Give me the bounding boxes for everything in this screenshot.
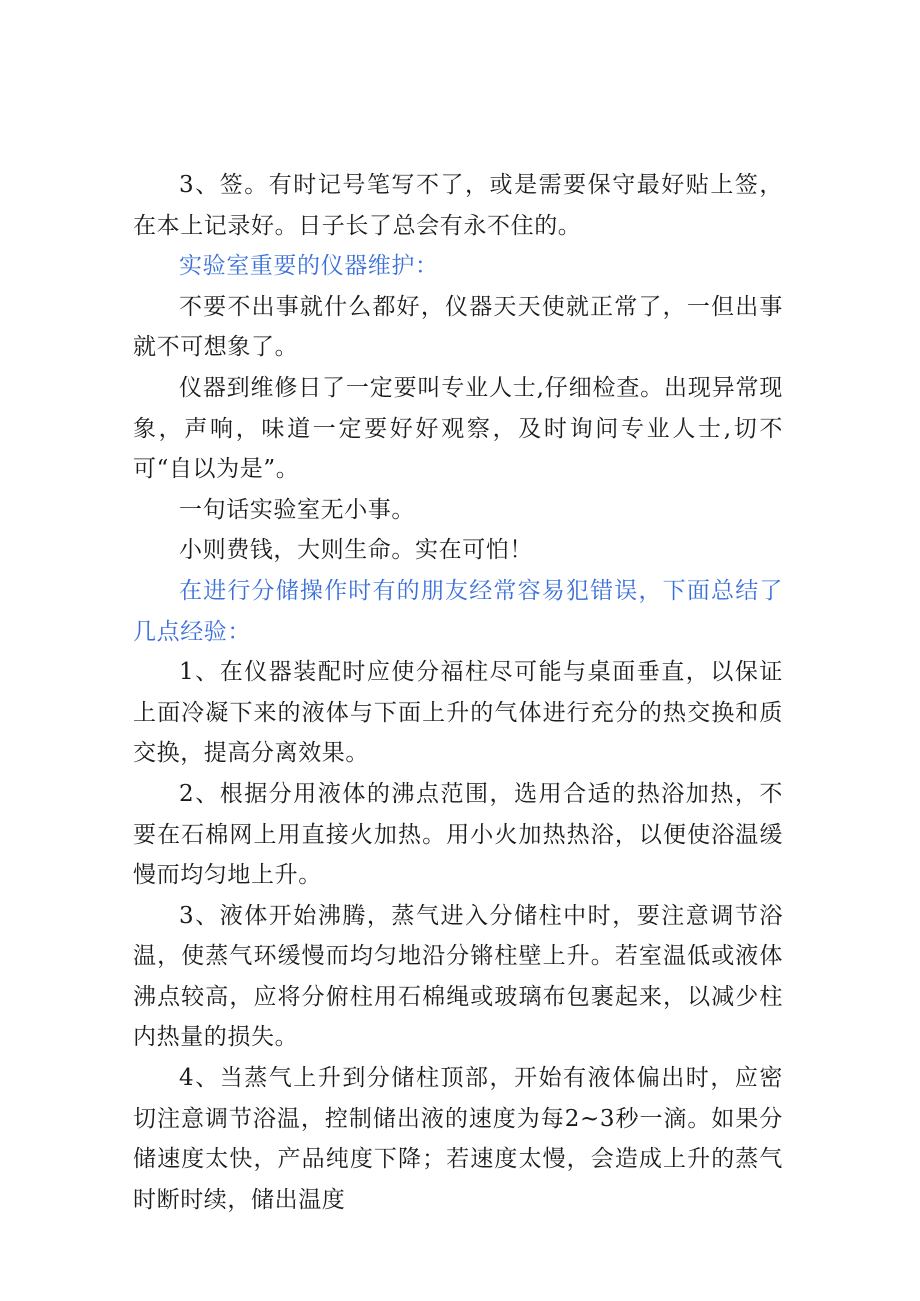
paragraph-consequences: 小则费钱，大则生命。实在可怕！ <box>179 537 533 564</box>
paragraph-tip-2: 2、根据分用液体的沸点范围，选用合适的热浴加热，不要在石棉网上用直接火加热。用小火加热热浴，以便使浴温缓慢而均匀地上升。 <box>133 780 783 889</box>
paragraph-tip-1: 1、在仪器装配时应使分福柱尽可能与桌面垂直，以保证上面冷凝下来的液体与下面上升的气体进行充分的热交换和质交换，提高分离效果。 <box>133 659 783 767</box>
paragraph-maintenance-warning: 不要不出事就什么都好，仪器天天使就正常了，一但出事就不可想象了。 <box>133 293 783 361</box>
paragraph-repair-inspection: 仪器到维修日了一定要叫专业人士,仔细检查。出现异常现象，声响，味道一定要好好观察，及时询问专业人士,切不可“自以为是”。 <box>133 374 783 483</box>
section-heading-instrument-maintenance: 实验室重要的仪器维护： <box>179 253 439 280</box>
document-body <box>133 165 783 1220</box>
paragraph-tip-4: 4、当蒸气上升到分储柱顶部，开始有液体偏出时，应密切注意调节浴温，控制储出液的速度为每2~3秒一滴。如果分储速度太快，产品纯度下降；若速度太慢，会造成上升的蒸气时断时续，储出温度 <box>133 1065 783 1213</box>
paragraph-tip-3: 3、液体开始沸腾，蒸气进入分储柱中时，要注意调节浴温，使蒸气环缓慢而均匀地沿分锵柱壁上升。若室温低或液体沸点较高，应将分俯柱用石棉绳或玻璃布包裹起来，以减少柱内热量的损失。 <box>133 902 783 1051</box>
paragraph-sign-labels: 3、签。有时记号笔写不了，或是需要保守最好贴上签，在本上记录好。日子长了总会有永不住的。 <box>133 172 783 239</box>
section-heading-distillation-tips: 在进行分储操作时有的朋友经常容易犯错误，下面总结了几点经验： <box>133 577 783 645</box>
paragraph-lab-safety: 一句话实验室无小事。 <box>179 496 415 523</box>
